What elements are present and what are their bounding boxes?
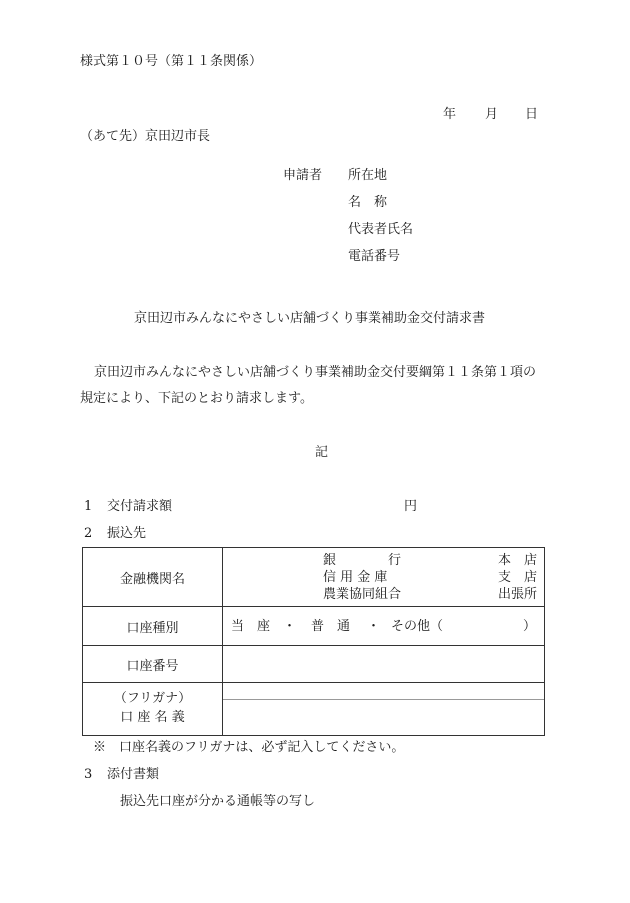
institution-row [83, 548, 545, 607]
item2-number: 2 [84, 526, 93, 541]
item1-number: 1 [84, 499, 93, 514]
applicant-field-name: 名 称 [348, 195, 388, 210]
account-holder-label-cell [83, 683, 223, 736]
body-line-1: 京田辺市みんなにやさしい店舗づくり事業補助金交付要綱第１１条第１項の [94, 365, 537, 380]
institution-type-credit-union: 信 用 金 庫 [323, 570, 388, 585]
separator-dot-1: ・ [283, 619, 297, 634]
account-number-label: 口座番号 [83, 646, 223, 683]
item1-unit: 円 [404, 499, 418, 514]
attachment-description: 振込先口座が分かる通帳等の写し [120, 794, 316, 809]
account-type-other-close: ） [523, 619, 537, 634]
account-number-cell[interactable] [223, 646, 545, 683]
date-day: 日 [525, 107, 539, 122]
branch-type-sub-branch: 出張所 [497, 587, 537, 602]
account-holder-row [83, 683, 545, 736]
branch-type-head-office: 本 店 [497, 553, 537, 568]
account-holder-label: 口 座 名 義 [120, 710, 185, 725]
addressee: （あて先）京田辺市長 [80, 129, 211, 144]
ki-heading: 記 [315, 445, 329, 460]
form-number: 様式第１０号（第１１条関係） [80, 54, 263, 69]
bank-transfer-table [82, 547, 545, 736]
account-type-current[interactable]: 当 座 [231, 619, 271, 634]
account-type-cell[interactable] [223, 607, 545, 646]
date-month: 月 [485, 107, 499, 122]
item3-number: 3 [84, 767, 93, 782]
item2-label: 振込先 [107, 526, 147, 541]
document-title: 京田辺市みんなにやさしい店舗づくり事業補助金交付請求書 [134, 311, 486, 326]
applicant-field-phone: 電話番号 [348, 249, 401, 264]
body-line-2: 規定により、下記のとおり請求します。 [80, 391, 313, 406]
item1-label: 交付請求額 [107, 499, 173, 514]
date-year: 年 [443, 107, 457, 122]
account-type-ordinary[interactable]: 普 通 [311, 619, 351, 634]
furigana-note: ※ 口座名義のフリガナは、必ず記入してください。 [93, 740, 405, 755]
institution-label: 金融機関名 [83, 548, 223, 607]
account-holder-cell[interactable] [223, 683, 545, 736]
account-type-label: 口座種別 [83, 607, 223, 646]
institution-type-agricultural-coop: 農業協同組合 [323, 587, 402, 602]
account-number-row [83, 646, 545, 683]
institution-cell[interactable] [223, 548, 545, 607]
account-type-other[interactable]: その他（ [391, 619, 444, 634]
separator-dot-2: ・ [367, 619, 381, 634]
applicant-field-address: 所在地 [348, 168, 388, 183]
branch-type-branch: 支 店 [497, 570, 537, 585]
furigana-label: （フリガナ） [113, 691, 192, 707]
item3-label: 添付書類 [107, 767, 160, 782]
applicant-label: 申請者 [283, 168, 323, 183]
account-type-row [83, 607, 545, 646]
applicant-field-representative: 代表者氏名 [348, 222, 414, 237]
furigana-divider [223, 699, 544, 700]
institution-type-bank: 銀 行 [323, 553, 402, 568]
